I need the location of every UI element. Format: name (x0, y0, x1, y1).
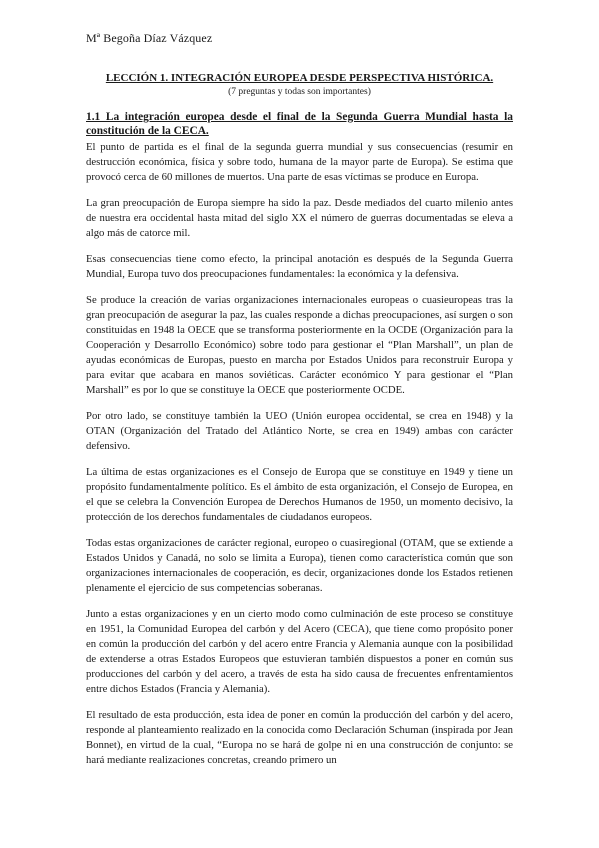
paragraph: El punto de partida es el final de la segunda guerra mundial y sus consecuencias (resumir en destrucción económica, física y sobre todo, humana de la mayor parte de Europa). Se estima que provocó cerca de 60 millones de muertos. Una parte de esas víctimas se produce en Europa. (86, 141, 513, 183)
paragraph: Se produce la creación de varias organizaciones internacionales europeas o cuasieuropeas tras la gran preocupación de asegurar la paz, las cuales responde a dichas preocupaciones, así surgen o son constituidas en 1948 la OECE que se transforma posteriormente en la OCDE (Organización para la Cooperación y Desarrollo Económico) sobre todo para gestionar el “Plan Marshall”, un plan de ayudas económicas de Europas, puesto en marcha por Estados Unidos para reconstruir Europa y para evitar que acabara en manos soviéticas. Carácter económico Y para gestionar el “Plan Marshall” es por lo que se constituye la OECE que posteriormente OCDE. (86, 294, 513, 396)
lesson-subtitle: (7 preguntas y todas son importantes) (228, 87, 371, 97)
paragraph: Todas estas organizaciones de carácter regional, europeo o cuasiregional (OTAM, que se extiende a Estados Unidos y Canadá, no solo se limita a Europa), tienen como característica común que son organizaciones internacionales de cooperación, es decir, organizaciones donde los Estados retienen plenamente el ejercicio de sus competencias soberanas. (86, 537, 513, 594)
lesson-title: LECCIÓN 1. INTEGRACIÓN EUROPEA DESDE PERSPECTIVA HISTÓRICA. (105, 72, 494, 84)
author-name: Mª Begoña Díaz Vázquez (86, 31, 213, 45)
section-heading: 1.1 La integración europea desde el final de la Segunda Guerra Mundial hasta la constitución de la CECA. (86, 111, 513, 137)
paragraph: Junto a estas organizaciones y en un cierto modo como culminación de este proceso se constituye en 1951, la Comunidad Europea del carbón y del Acero (CECA), que tiene como propósito poner en común la producción del carbón y del acero entre Francia y Alemania aunque con la posibilidad de extenderse a otras Estados Europeos que estuvieran también dispuestos a poner en común sus producciones del carbón y del acero, a través de esta ha sido causa de frecuentes enfrentamientos entre dichos Estados (Francia y Alemania). (86, 608, 513, 695)
paragraph: Por otro lado, se constituye también la UEO (Unión europea occidental, se crea en 1948) y la OTAN (Organización del Tratado del Atlántico Norte, se crea en 1949) ambas con carácter defensivo. (86, 410, 513, 452)
paragraph: El resultado de esta producción, esta idea de poner en común la producción del carbón y del acero, responde al planteamiento realizado en la conocida como Declaración Schuman (inspirada por Jean Bonnet), en virtud de la cual, “Europa no se hará de golpe ni en una construcción de conjunto: se hará mediante realizaciones concretas, creando primero un (86, 709, 513, 766)
paragraph: La última de estas organizaciones es el Consejo de Europa que se constituye en 1949 y tiene un propósito fundamentalmente político. Es el ámbito de esta organización, el Consejo de Europea, en el que se celebra la Convención Europea de Derechos Humanos de 1950, un momento decisivo, la protección de los derechos fundamentales de ciudadanos europeos. (86, 466, 513, 523)
paragraph: La gran preocupación de Europa siempre ha sido la paz. Desde mediados del cuarto milenio antes de nuestra era occidental hasta mitad del siglo XX el número de guerras documentadas se eleva a algo más de catorce mil. (86, 197, 513, 239)
paragraph: Esas consecuencias tiene como efecto, la principal anotación es después de la Segunda Guerra Mundial, Europa tuvo dos preocupaciones fundamentales: la económica y la defensiva. (86, 253, 513, 280)
document-body (86, 140, 513, 768)
